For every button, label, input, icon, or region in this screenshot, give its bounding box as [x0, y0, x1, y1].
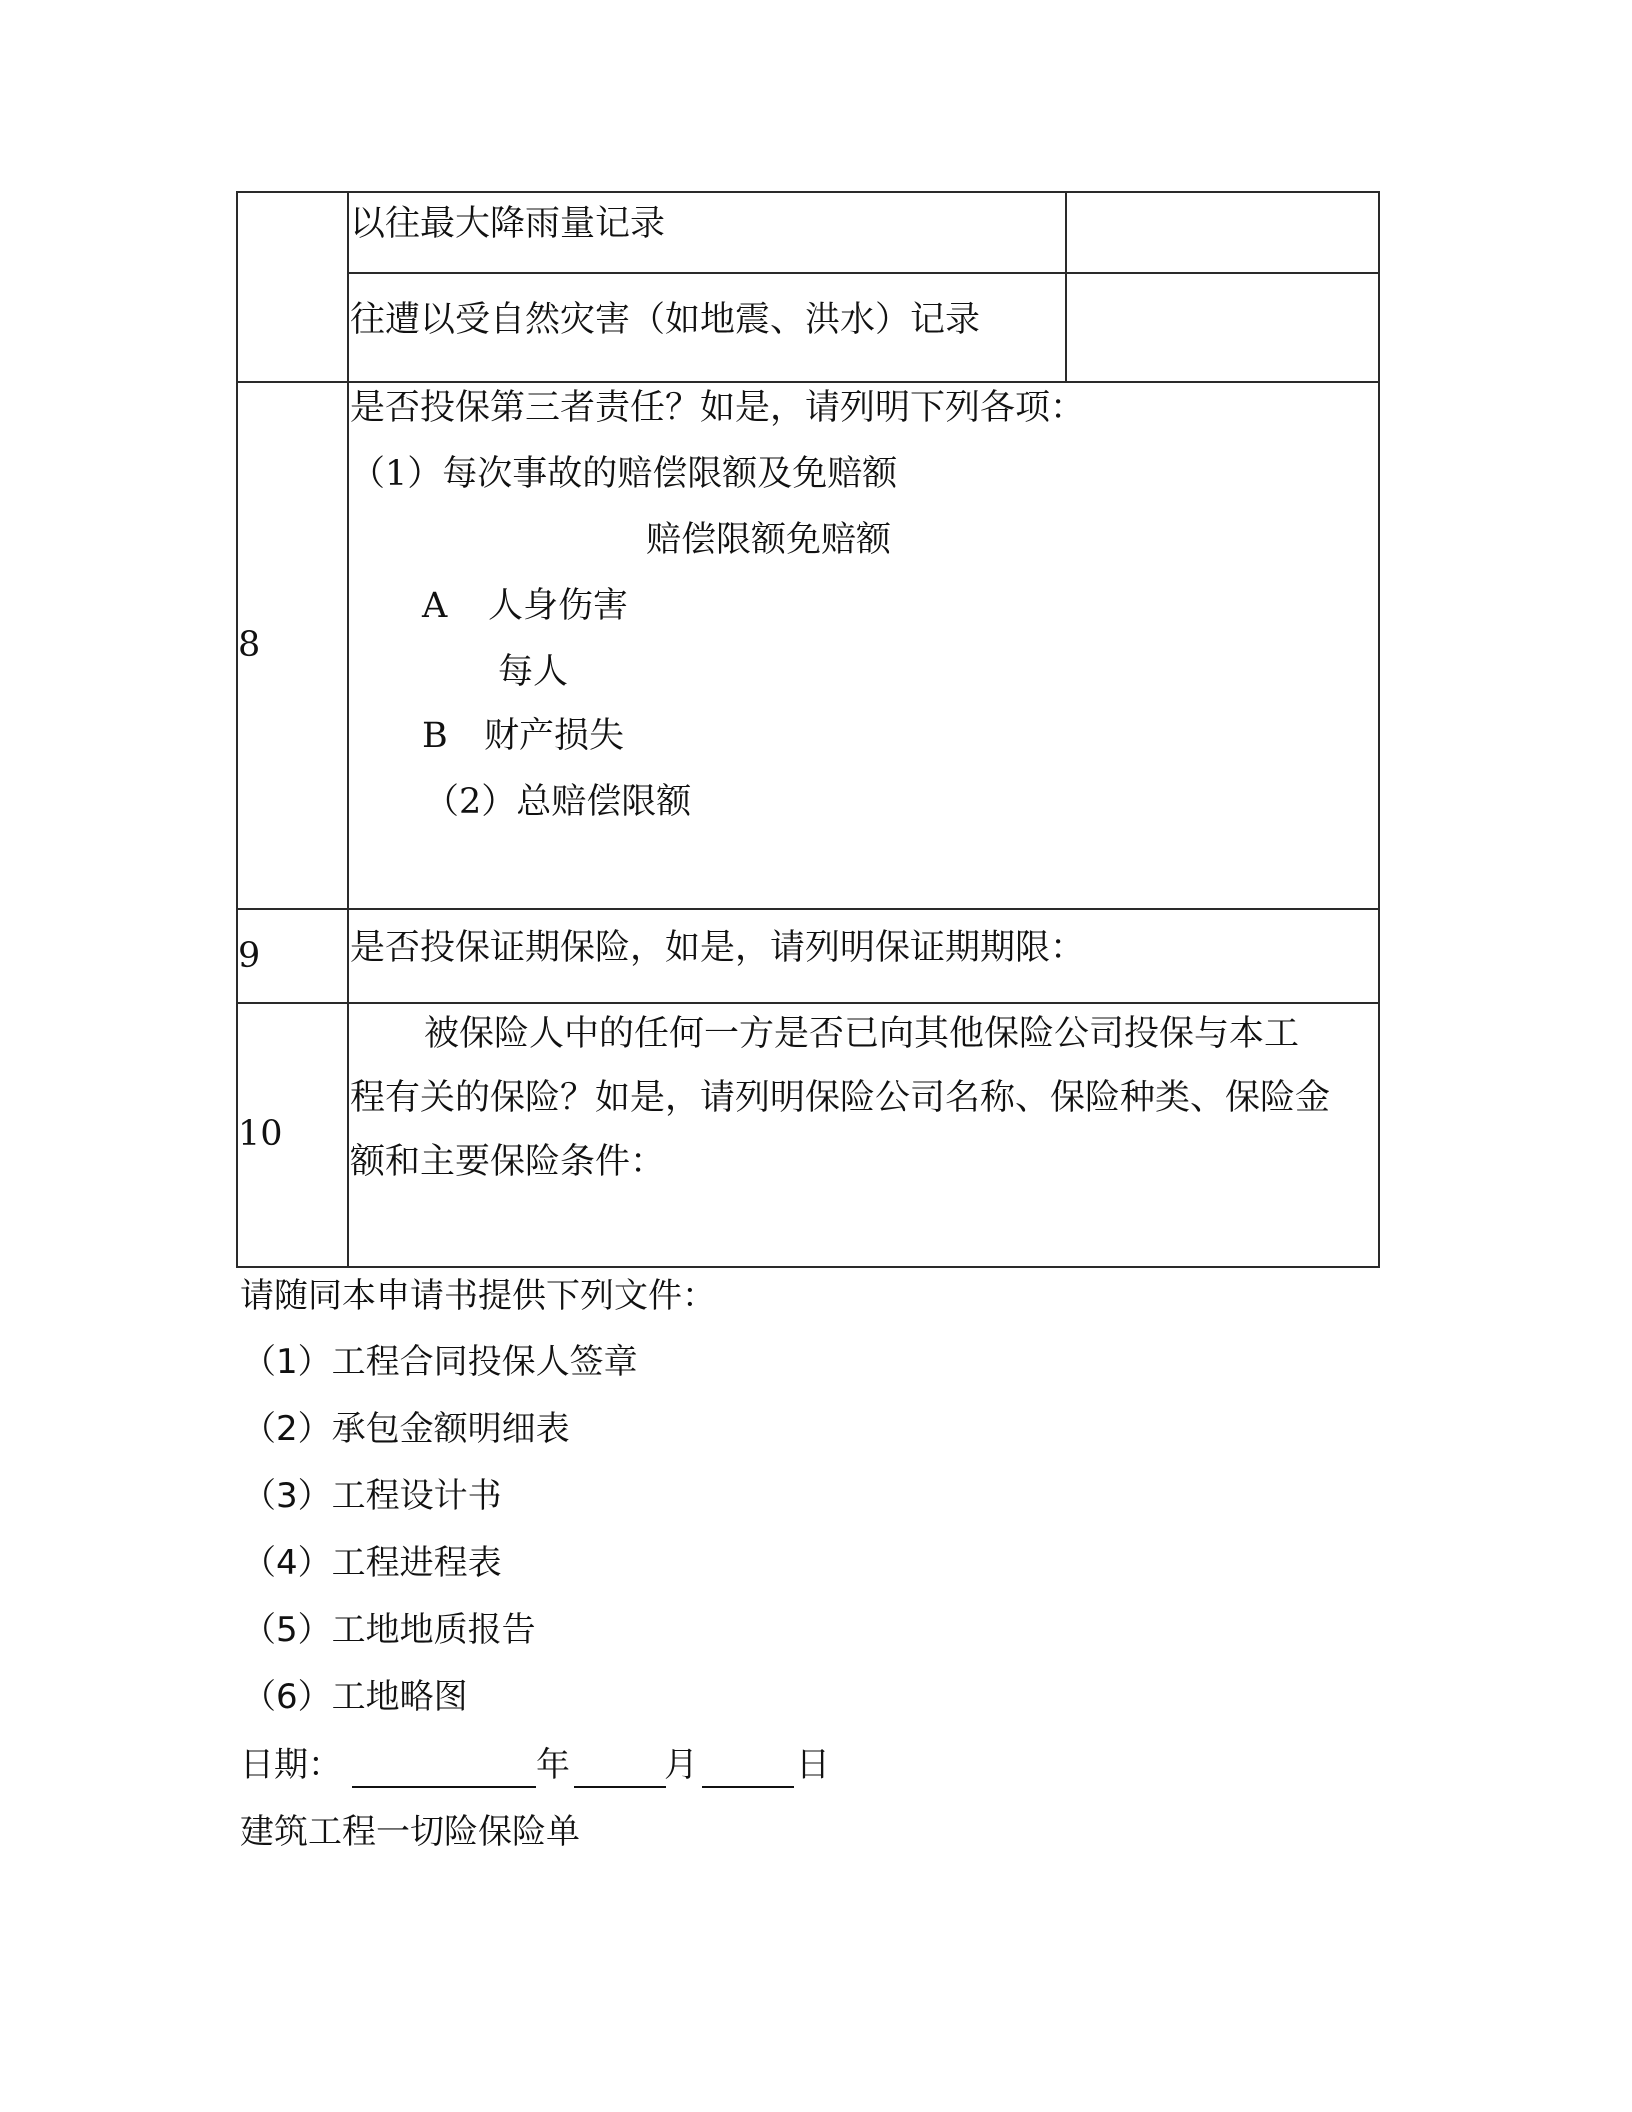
table-border-left [236, 191, 238, 1268]
table-column-divider [1065, 191, 1067, 383]
table-border-bottom [236, 1266, 1379, 1268]
record-label-rainfall: 以往最大降雨量记录 [350, 204, 666, 244]
list-item: （1）工程合同投保人签章 [242, 1342, 638, 1382]
table-divider [236, 1002, 1379, 1004]
item-letter-a: A [422, 586, 448, 626]
warranty-question: 是否投保证期保险，如是，请列明保证期期限： [350, 928, 1086, 968]
item-letter-b: B [422, 716, 448, 756]
per-person-label: 每人 [498, 652, 569, 692]
table-border-right [1378, 191, 1380, 1268]
other-insurance-question-line2: 程有关的保险？如是，请列明保险公司名称、保险种类、保险金 [350, 1078, 1331, 1118]
day-label: 日 [796, 1745, 830, 1785]
list-item: （6）工地略图 [242, 1677, 468, 1717]
policy-title: 建筑工程一切险保险单 [240, 1812, 580, 1852]
limit-columns-header: 赔偿限额免赔额 [646, 520, 892, 560]
table-divider [347, 272, 1379, 274]
row-number: 8 [238, 625, 261, 665]
property-loss-label: 财产损失 [484, 716, 625, 756]
per-accident-limit-label: （1）每次事故的赔偿限额及免赔额 [350, 454, 898, 494]
third-party-question: 是否投保第三者责任？如是，请列明下列各项： [350, 388, 1086, 428]
year-label: 年 [536, 1745, 570, 1785]
table-divider [236, 381, 1379, 383]
other-insurance-question-line3: 额和主要保险条件： [350, 1142, 666, 1182]
row-number: 10 [238, 1114, 283, 1154]
table-column-divider [347, 191, 349, 1268]
bodily-injury-label: 人身伤害 [488, 586, 629, 626]
table-divider [236, 908, 1379, 910]
documents-intro: 请随同本申请书提供下列文件： [240, 1276, 716, 1316]
list-item: （4）工程进程表 [242, 1543, 502, 1583]
day-field[interactable] [702, 1786, 794, 1788]
record-label-disaster: 往遭以受自然灾害（如地震、洪水）记录 [350, 300, 981, 340]
total-limit-label: （2）总赔偿限额 [424, 782, 692, 822]
year-field[interactable] [352, 1786, 536, 1788]
month-field[interactable] [574, 1786, 666, 1788]
other-insurance-question-line1: 被保险人中的任何一方是否已向其他保险公司投保与本工 [424, 1014, 1300, 1054]
list-item: （2）承包金额明细表 [242, 1409, 570, 1449]
month-label: 月 [664, 1745, 698, 1785]
table-border-top [236, 191, 1379, 193]
row-number: 9 [238, 936, 261, 976]
list-item: （5）工地地质报告 [242, 1610, 536, 1650]
date-label: 日期： [240, 1745, 342, 1785]
list-item: （3）工程设计书 [242, 1476, 502, 1516]
